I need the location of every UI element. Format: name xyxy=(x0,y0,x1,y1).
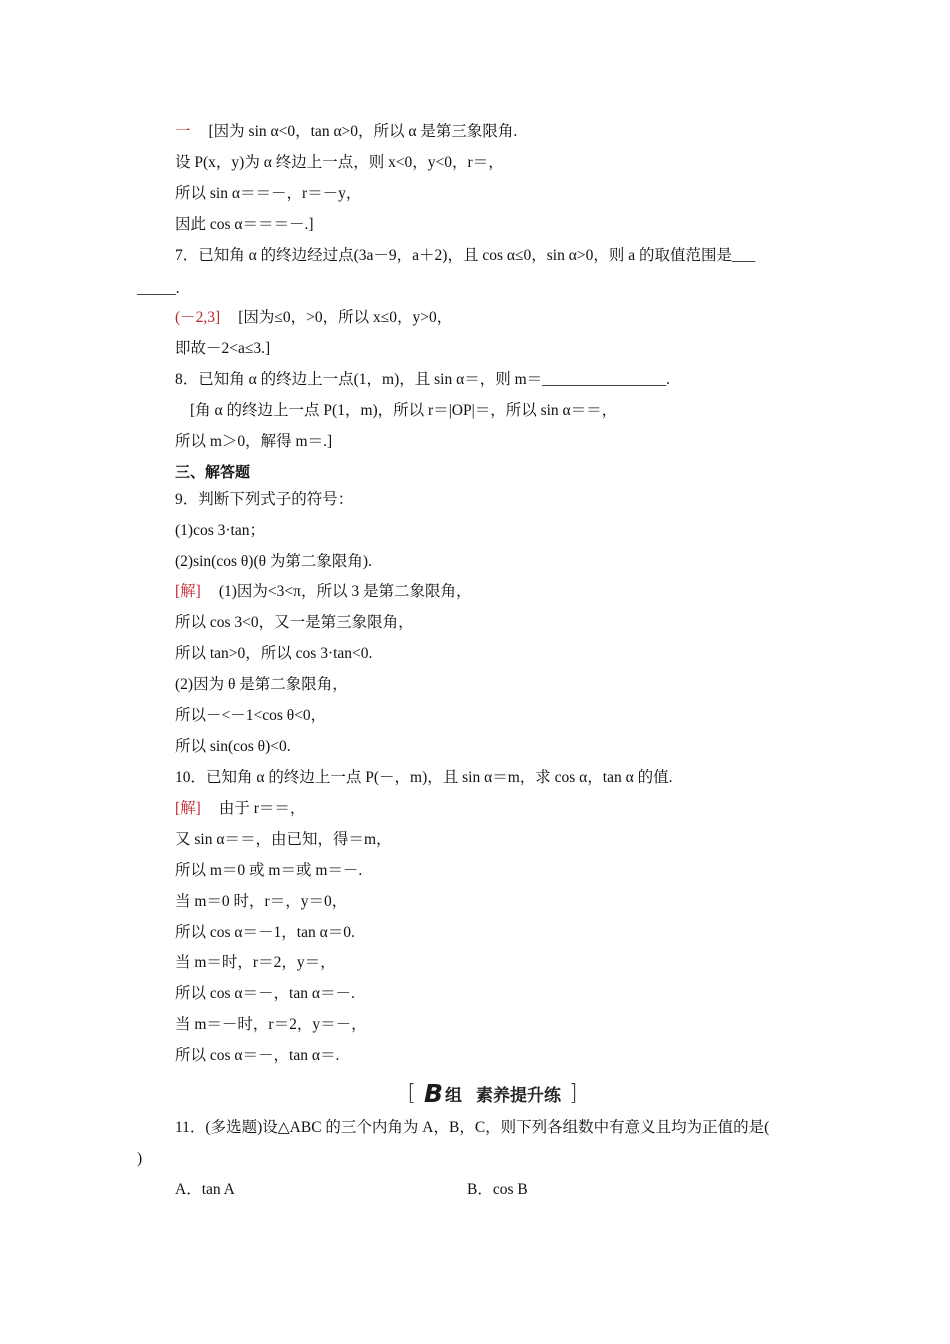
banner-right-bracket: ] xyxy=(569,1080,578,1106)
text-line xyxy=(175,799,305,819)
text-line xyxy=(175,706,326,726)
text-span: 11．(多选题)设△ABC 的三个内角为 A，B，C，则下列各组数中有意义且均为正值的是( xyxy=(175,1119,770,1136)
text-line xyxy=(175,153,504,173)
text-line xyxy=(137,1149,142,1169)
text-span: 所以 m＝0 或 m＝或 m＝－. xyxy=(175,862,363,879)
text-span: 8．已知角 α 的终边上一点(1，m)，且 sin α＝，则 m＝________________. xyxy=(175,371,671,388)
text-line xyxy=(175,861,362,881)
answer-label: [解] xyxy=(175,800,201,817)
text-span: 所以 cos α＝－1，tan α＝0. xyxy=(175,924,355,941)
text-line xyxy=(175,830,392,850)
banner-title-text: 素养提升练 xyxy=(476,1085,562,1106)
text-span: _____. xyxy=(137,280,180,297)
text-span: (2)sin(cos θ)(θ 为第二象限角). xyxy=(175,553,372,570)
text-line xyxy=(175,923,355,943)
section-heading xyxy=(175,462,250,482)
text-span: 因此 cos α＝＝＝－.] xyxy=(175,216,314,233)
text-line xyxy=(175,490,353,510)
text-span: 三、解答题 xyxy=(175,463,251,481)
text-line xyxy=(175,215,314,235)
text-span: 所以 sin α＝＝－，r＝－y， xyxy=(175,185,362,202)
text-line xyxy=(175,737,291,757)
text-span: 当 m＝－时，r＝2，y＝－， xyxy=(175,1016,367,1033)
option-a: A．tan A xyxy=(175,1181,235,1198)
text-span: 又 sin α＝＝，由已知，得＝m， xyxy=(175,831,392,848)
text-span: 所以－<－1<cos θ<0， xyxy=(175,707,327,724)
section-banner xyxy=(395,1078,590,1108)
text-line xyxy=(175,1046,339,1066)
text-line xyxy=(175,308,452,328)
text-span: [因为 sin α<0，tan α>0，所以 α 是第三象限角. xyxy=(208,123,518,140)
answer-label: [解] xyxy=(175,583,201,600)
text-span: 所以 cos α＝－，tan α＝. xyxy=(175,1047,340,1064)
banner-title-group: 组 xyxy=(445,1085,463,1106)
answer-label: (－2,3] xyxy=(175,309,221,326)
text-span: 所以 sin(cos θ)<0. xyxy=(175,738,291,755)
text-span: 所以 cos α＝－，tan α＝－. xyxy=(175,985,355,1002)
text-span: 9．判断下列式子的符号： xyxy=(175,491,354,508)
answer-label: 一 xyxy=(175,123,191,140)
text-line xyxy=(190,401,617,421)
text-line xyxy=(175,582,471,602)
text-span: 当 m＝0 时，r＝，y＝0， xyxy=(175,893,348,910)
text-line xyxy=(175,246,755,266)
text-line xyxy=(175,122,517,142)
text-span: 10．已知角 α 的终边上一点 P(－，m)，且 sin α＝m，求 cos α，tan α 的值. xyxy=(175,769,673,786)
text-line xyxy=(175,613,414,633)
text-span: 即故－2<a≤3.] xyxy=(175,340,271,357)
text-span: 7．已知角 α 的终边经过点(3a－9，a＋2)，且 cos α≤0，sin α>0，则 a 的取值范围是___ xyxy=(175,247,756,264)
text-span: (1)因为<3<π，所以 3 是第二象限角， xyxy=(218,583,472,600)
text-line xyxy=(175,644,372,664)
text-span: 所以 cos 3<0，又一是第三象限角， xyxy=(175,614,414,631)
text-span: 由于 r＝＝， xyxy=(218,800,306,817)
text-span: ) xyxy=(137,1150,143,1167)
text-line xyxy=(175,984,355,1004)
text-span: [因为≤0，>0，所以 x≤0，y>0， xyxy=(238,309,453,326)
text-span: [角 α 的终边上一点 P(1，m)，所以 r＝|OP|＝，所以 sin α＝＝， xyxy=(190,402,618,419)
text-line xyxy=(175,432,332,452)
banner-title xyxy=(445,1081,561,1106)
text-span: 当 m＝时，r＝2，y＝， xyxy=(175,954,336,971)
text-span: 所以 m＞0，解得 m＝.] xyxy=(175,433,333,450)
text-line xyxy=(175,675,348,695)
text-line xyxy=(175,552,372,572)
text-line xyxy=(137,279,180,299)
text-span: 设 P(x，y)为 α 终边上一点，则 x<0，y<0，r＝， xyxy=(175,154,504,171)
text-line xyxy=(175,1118,769,1138)
text-span: 所以 tan>0，所以 cos 3·tan<0. xyxy=(175,645,373,662)
text-line xyxy=(175,370,670,390)
text-span: (1)cos 3·tan； xyxy=(175,522,265,539)
text-line xyxy=(175,1015,367,1035)
text-line xyxy=(175,521,265,541)
text-span: (2)因为 θ 是第二象限角， xyxy=(175,676,348,693)
text-line xyxy=(175,339,270,359)
text-line xyxy=(175,892,347,912)
text-line xyxy=(175,953,336,973)
option-b: B．cos B xyxy=(467,1181,528,1198)
text-line xyxy=(175,184,361,204)
banner-left-bracket: [ xyxy=(407,1080,416,1106)
banner-logo-letter: B xyxy=(423,1078,444,1108)
text-line xyxy=(175,768,672,788)
